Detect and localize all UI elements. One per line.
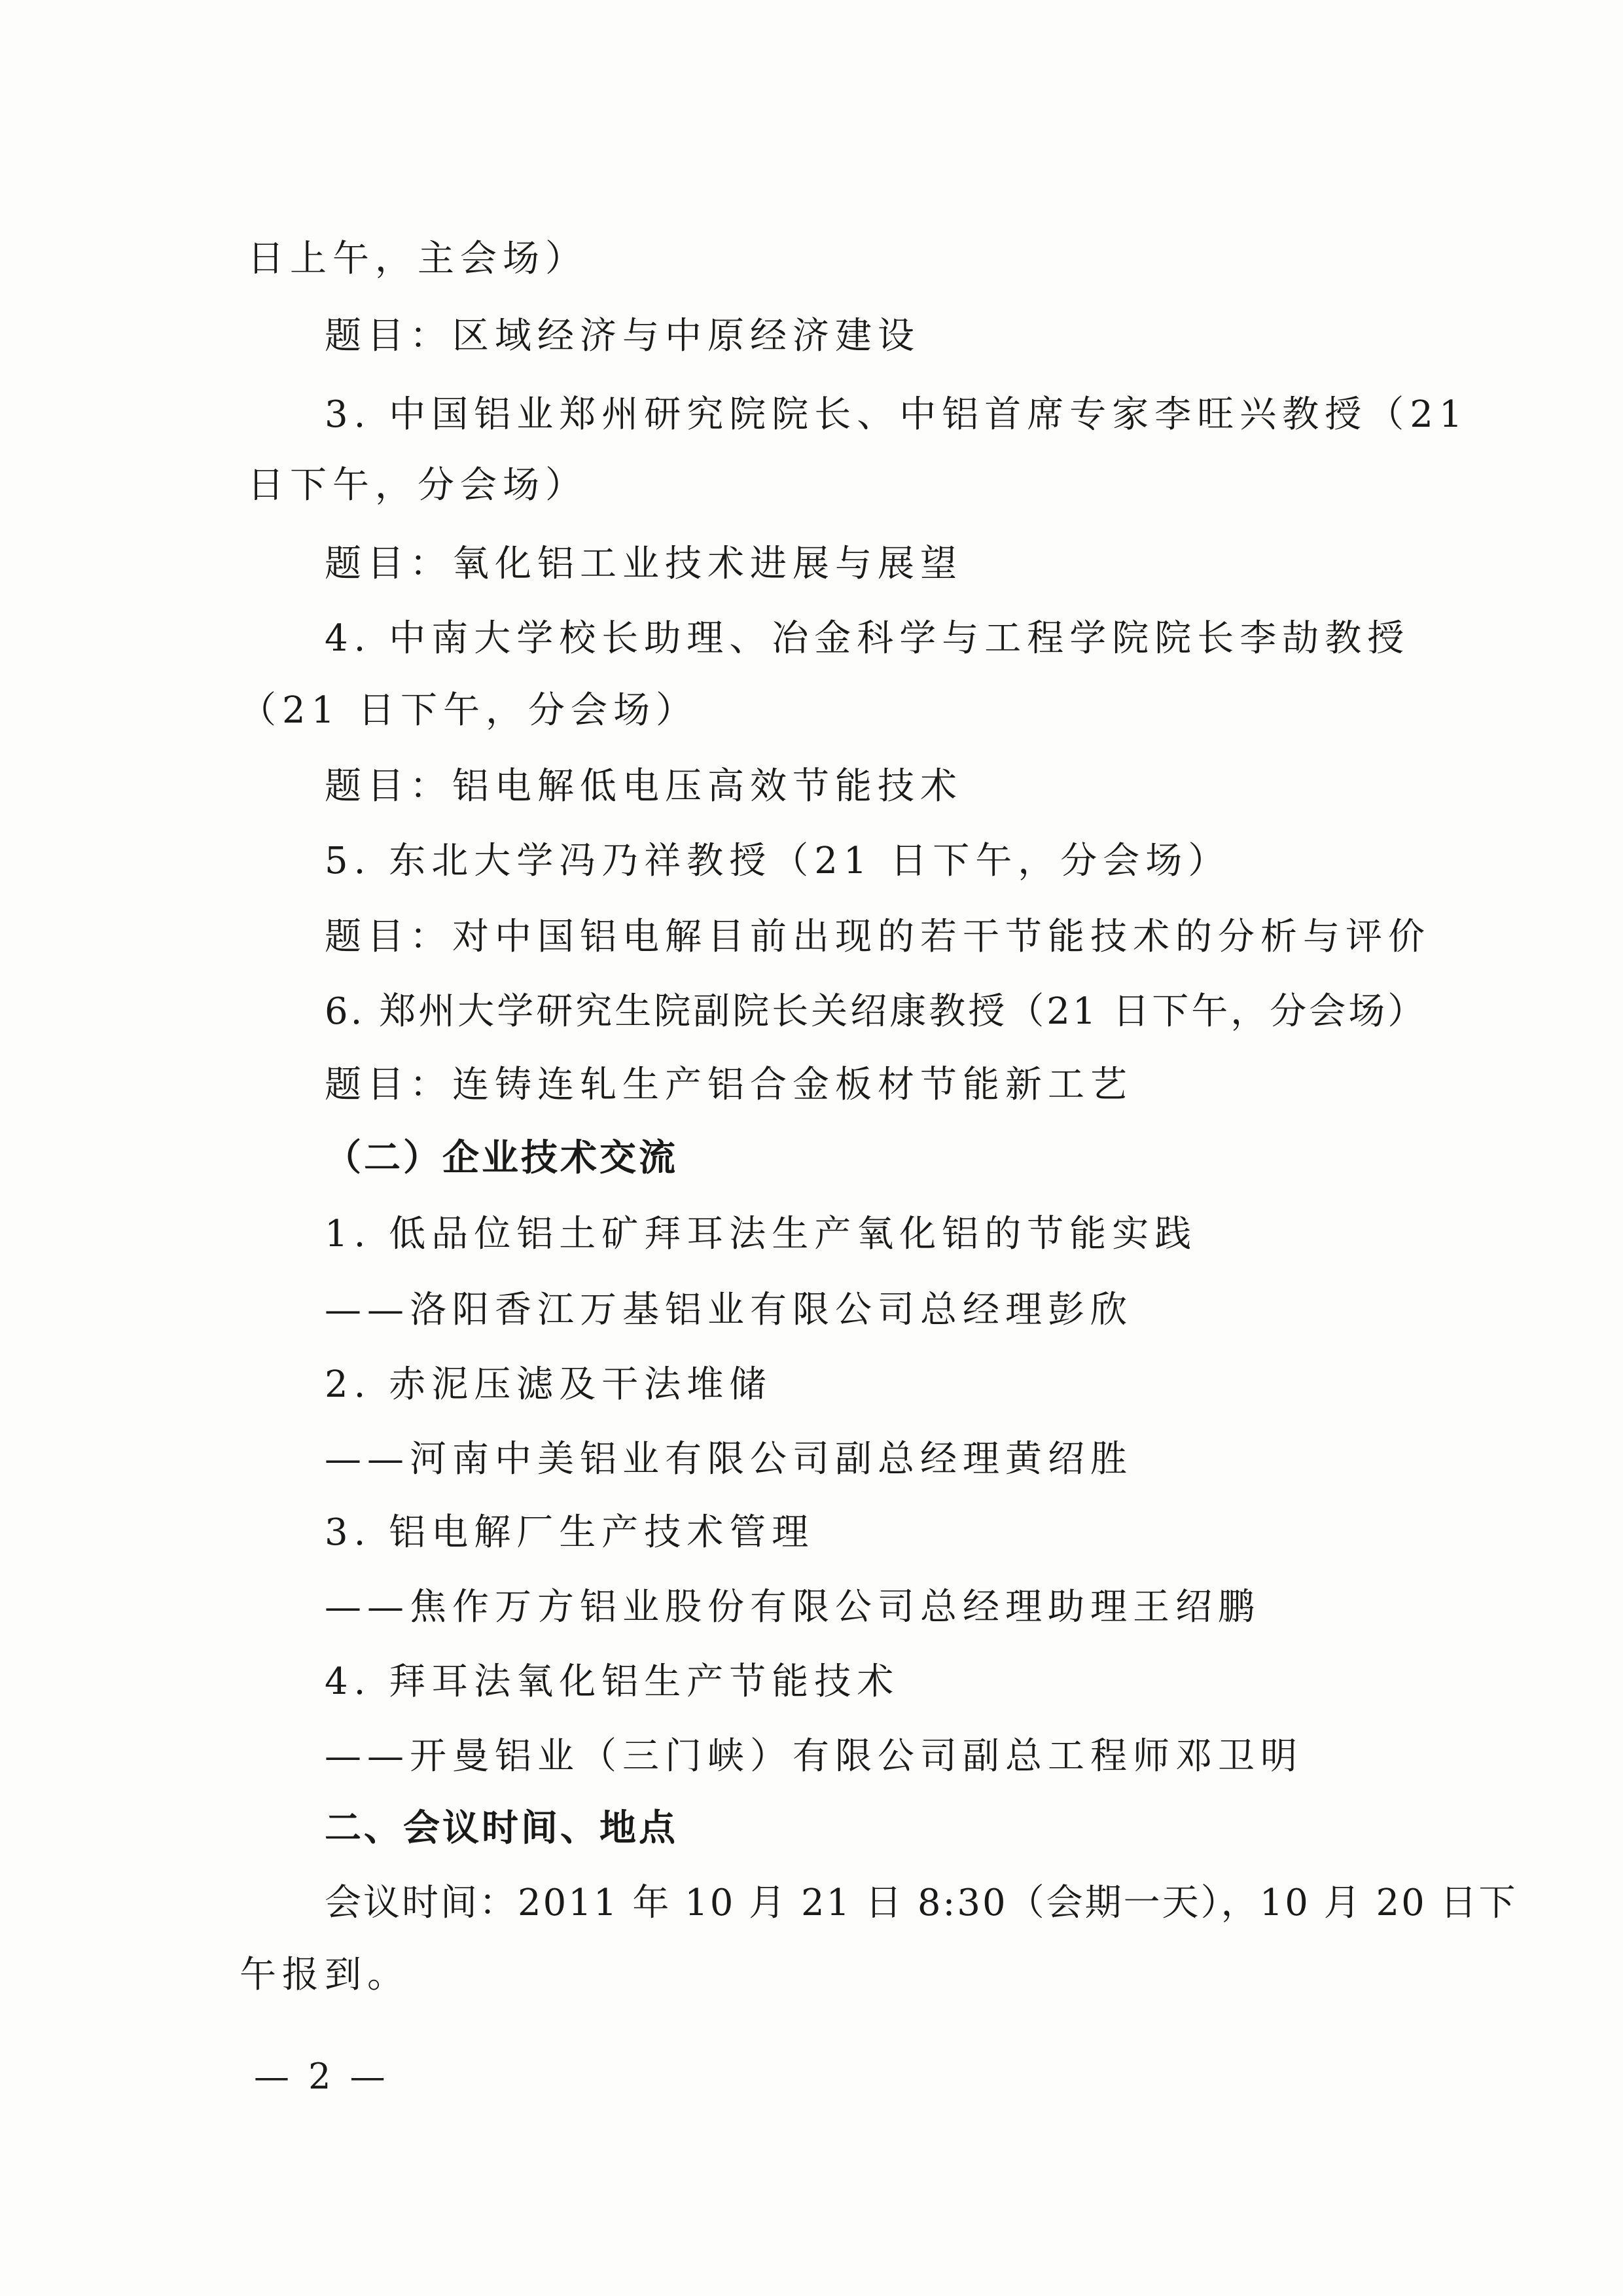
text-line-9: 5. 东北大学冯乃祥教授（21 日下午，分会场） <box>325 840 1231 882</box>
text-line-3: 3. 中国铝业郑州研究院院长、中铝首席专家李旺兴教授（21 <box>325 393 1469 436</box>
text-line-11: 6. 郑州大学研究生院副院长关绍康教授（21 日下午，分会场） <box>325 990 1427 1033</box>
text-line-23: 会议时间：2011 年 10 月 21 日 8:30（会期一天），10 月 20 日下 <box>325 1882 1518 1924</box>
text-line-12: 题目：连铸连轧生产铝合金板材节能新工艺 <box>325 1064 1133 1106</box>
text-line-15: ——洛阳香江万基铝业有限公司总经理彭欣 <box>325 1289 1133 1331</box>
page-number: — 2 — <box>254 2056 389 2097</box>
text-line-8: 题目：铝电解低电压高效节能技术 <box>325 765 963 808</box>
section-heading-time-location: 二、会议时间、地点 <box>325 1807 678 1850</box>
text-line-18: 3. 铝电解厂生产技术管理 <box>325 1511 815 1554</box>
text-line-2: 题目：区域经济与中原经济建设 <box>325 315 920 357</box>
text-line-24: 午报到。 <box>240 1954 410 1996</box>
text-line-16: 2. 赤泥压滤及干法堆储 <box>325 1363 772 1406</box>
text-line-20: 4. 拜耳法氧化铝生产节能技术 <box>325 1660 900 1703</box>
text-line-21: ——开曼铝业（三门峡）有限公司副总工程师邓卫明 <box>325 1735 1303 1778</box>
text-line-19: ——焦作万方铝业股份有限公司总经理助理王绍鹏 <box>325 1586 1260 1628</box>
text-line-7: （21 日下午，分会场） <box>240 689 699 732</box>
text-line-4: 日下午，分会场） <box>247 464 588 507</box>
text-line-6: 4. 中南大学校长助理、冶金科学与工程学院院长李劼教授 <box>325 617 1410 660</box>
section-heading-enterprise: （二）企业技术交流 <box>325 1137 678 1179</box>
text-line-5: 题目：氧化铝工业技术进展与展望 <box>325 543 963 585</box>
text-line-10: 题目：对中国铝电解目前出现的若干节能技术的分析与评价 <box>325 916 1431 958</box>
text-line-1: 日上午，主会场） <box>247 238 588 280</box>
text-line-14: 1. 低品位铝土矿拜耳法生产氧化铝的节能实践 <box>325 1213 1198 1255</box>
text-line-17: ——河南中美铝业有限公司副总经理黄绍胜 <box>325 1438 1133 1480</box>
